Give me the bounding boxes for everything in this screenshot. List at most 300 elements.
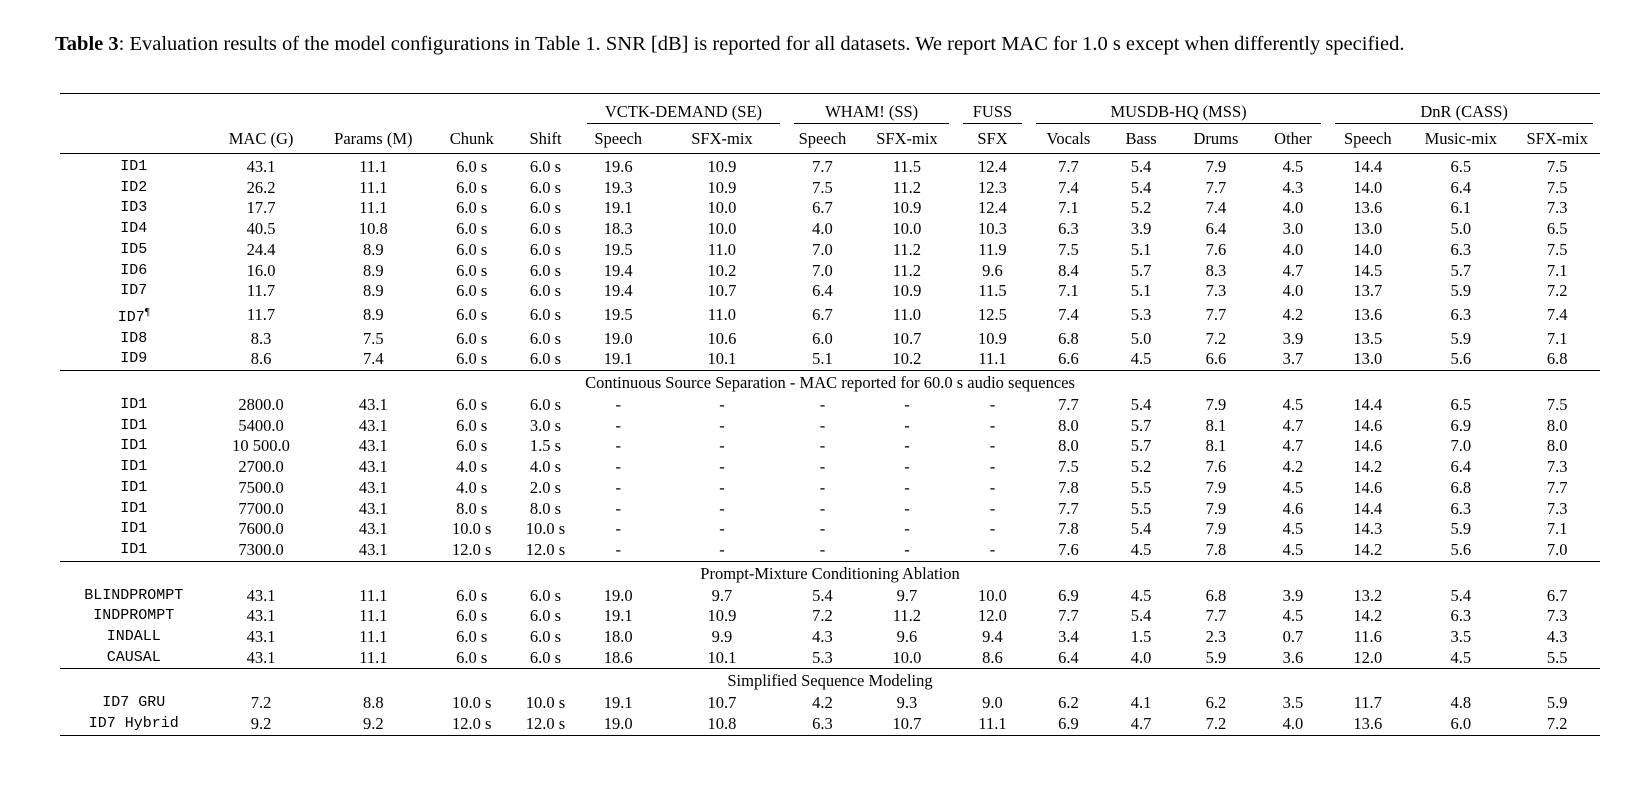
snr-cell: 14.0 bbox=[1353, 239, 1383, 259]
section-title-row bbox=[60, 561, 1600, 586]
snr-cell: 7.8 bbox=[1058, 477, 1079, 497]
snr-cell: - bbox=[819, 457, 826, 477]
mac-cell: 43.1 bbox=[246, 627, 276, 647]
snr-cell: 7.5 bbox=[1546, 239, 1568, 259]
mac-cell: 11.7 bbox=[246, 304, 276, 324]
mac-cell: 43.1 bbox=[246, 647, 276, 667]
snr-cell: 6.8 bbox=[1058, 328, 1079, 348]
snr-cell: 6.7 bbox=[1546, 585, 1568, 605]
mac-cell: 26.2 bbox=[246, 177, 276, 197]
snr-cell: 3.6 bbox=[1282, 647, 1304, 667]
model-id-cell bbox=[60, 586, 208, 607]
snr-cell: - bbox=[819, 539, 826, 559]
snr-cell: 4.5 bbox=[1282, 606, 1304, 626]
snr-cell: 10.9 bbox=[707, 177, 737, 197]
snr-cell: - bbox=[819, 519, 826, 539]
snr-cell: 8.0 bbox=[1546, 415, 1568, 435]
table-row bbox=[60, 499, 1600, 520]
snr-cell: 13.7 bbox=[1353, 281, 1383, 301]
table-row bbox=[60, 302, 1600, 329]
model-id-cell bbox=[60, 178, 208, 199]
params-cell: 8.9 bbox=[363, 281, 384, 301]
snr-cell: - bbox=[615, 436, 621, 456]
shift-cell: 6.0 s bbox=[529, 627, 562, 647]
model-id-cell bbox=[60, 198, 208, 219]
snr-cell: - bbox=[819, 477, 826, 497]
shift-cell: 4.0 s bbox=[529, 457, 562, 477]
chunk-cell: 10.0 s bbox=[451, 693, 492, 713]
snr-cell: 4.2 bbox=[1282, 457, 1304, 477]
mac-cell: 5400.0 bbox=[238, 415, 284, 435]
model-id-cell bbox=[60, 240, 208, 261]
shift-cell: 1.5 s bbox=[529, 436, 562, 456]
col-fuss-sfx: SFX bbox=[977, 128, 1008, 148]
snr-cell: 5.4 bbox=[812, 585, 833, 605]
params-cell: 11.1 bbox=[359, 627, 388, 647]
snr-cell: 7.7 bbox=[1546, 477, 1568, 497]
snr-cell: - bbox=[989, 539, 996, 559]
snr-cell: 3.9 bbox=[1282, 328, 1304, 348]
col-chunk: Chunk bbox=[449, 128, 494, 148]
snr-cell: 5.4 bbox=[1450, 585, 1472, 605]
table-row bbox=[60, 436, 1600, 457]
chunk-cell: 4.0 s bbox=[456, 457, 488, 477]
chunk-cell: 6.0 s bbox=[456, 627, 488, 647]
col-dnr-musicmix: Music-mix bbox=[1424, 128, 1498, 148]
snr-cell: 5.4 bbox=[1130, 395, 1152, 415]
snr-cell: - bbox=[819, 436, 826, 456]
snr-cell: 4.2 bbox=[812, 693, 833, 713]
snr-cell: 5.1 bbox=[1130, 281, 1152, 301]
col-shift: Shift bbox=[529, 128, 562, 148]
snr-cell: 11.7 bbox=[1353, 693, 1382, 713]
snr-cell: 10.9 bbox=[707, 157, 737, 176]
snr-cell: - bbox=[819, 415, 826, 435]
shift-cell: 6.0 s bbox=[529, 260, 562, 280]
model-id: ID9 bbox=[120, 350, 148, 368]
snr-cell: 4.2 bbox=[1282, 304, 1304, 324]
snr-cell: 6.7 bbox=[812, 198, 833, 218]
shift-cell: 2.0 s bbox=[529, 477, 562, 497]
snr-cell: 8.3 bbox=[1205, 260, 1227, 280]
snr-cell: 6.2 bbox=[1058, 693, 1079, 713]
snr-cell: 11.0 bbox=[707, 239, 737, 259]
mac-cell: 9.2 bbox=[208, 714, 315, 735]
table-caption bbox=[55, 31, 1600, 58]
snr-cell: 10.9 bbox=[707, 606, 737, 626]
chunk-cell: 6.0 s bbox=[456, 349, 488, 369]
snr-cell: 4.5 bbox=[1282, 157, 1304, 176]
snr-cell: 5.9 bbox=[1450, 519, 1472, 539]
shift-cell: 6.0 s bbox=[529, 177, 562, 197]
header-group-row bbox=[60, 94, 1600, 125]
table-row bbox=[60, 261, 1600, 282]
model-id: ID1 bbox=[120, 416, 148, 434]
model-id: ID1 bbox=[120, 520, 148, 538]
snr-cell: 4.5 bbox=[1130, 539, 1152, 559]
snr-cell: 10.1 bbox=[707, 349, 737, 369]
group-wham: WHAM! (SS) bbox=[787, 94, 956, 125]
snr-cell: 13.6 bbox=[1353, 198, 1383, 218]
snr-cell: 11.0 bbox=[707, 304, 737, 324]
snr-cell: 7.8 bbox=[1058, 519, 1079, 539]
snr-cell: 4.6 bbox=[1282, 498, 1304, 518]
section-title: Simplified Sequence Modeling bbox=[60, 669, 1600, 694]
snr-cell: 5.9 bbox=[1450, 328, 1472, 348]
mac-cell: 16.0 bbox=[246, 260, 276, 280]
snr-cell: 19.5 bbox=[603, 239, 633, 259]
snr-cell: 4.5 bbox=[1130, 585, 1152, 605]
table-row bbox=[60, 586, 1600, 607]
snr-cell: - bbox=[719, 415, 725, 435]
group-dnr: DnR (CASS) bbox=[1328, 94, 1600, 125]
snr-cell: 12.4 bbox=[978, 157, 1007, 176]
snr-cell: 4.7 bbox=[1282, 415, 1304, 435]
shift-cell: 10.0 s bbox=[525, 693, 566, 713]
model-id-cell bbox=[60, 693, 208, 714]
table-row bbox=[60, 714, 1600, 735]
snr-cell: 7.5 bbox=[1546, 157, 1568, 176]
shift-cell: 6.0 s bbox=[529, 647, 562, 667]
shift-cell: 10.0 s bbox=[525, 519, 566, 539]
snr-cell: 18.0 bbox=[603, 627, 633, 647]
params-cell: 11.1 bbox=[359, 177, 388, 197]
snr-cell: 6.0 bbox=[812, 328, 833, 348]
snr-cell: 1.5 bbox=[1130, 627, 1152, 647]
snr-cell: - bbox=[904, 395, 910, 415]
snr-cell: 14.4 bbox=[1353, 157, 1383, 176]
table-row bbox=[60, 154, 1600, 178]
snr-cell: 4.0 bbox=[1258, 714, 1329, 735]
snr-cell: 14.6 bbox=[1353, 415, 1383, 435]
model-id: ID3 bbox=[120, 199, 148, 217]
shift-cell: 12.0 s bbox=[525, 539, 566, 559]
snr-cell: 14.2 bbox=[1353, 606, 1383, 626]
snr-cell: 4.0 bbox=[1282, 198, 1304, 218]
snr-cell: 6.1 bbox=[1450, 198, 1472, 218]
snr-cell: 10.9 bbox=[978, 328, 1007, 348]
snr-cell: 8.0 bbox=[1546, 436, 1568, 456]
table-body bbox=[60, 154, 1600, 736]
snr-cell: 19.1 bbox=[603, 606, 633, 626]
table-row bbox=[60, 349, 1600, 370]
snr-cell: 14.2 bbox=[1353, 539, 1383, 559]
col-wham-sfxmix: SFX-mix bbox=[876, 128, 938, 148]
chunk-cell: 10.0 s bbox=[451, 519, 492, 539]
table-row bbox=[60, 693, 1600, 714]
shift-cell: 6.0 s bbox=[529, 157, 562, 176]
shift-cell: 3.0 s bbox=[529, 415, 562, 435]
snr-cell: 10.0 bbox=[707, 198, 737, 218]
caption-text: : Evaluation results of the model configurations in Table 1. SNR [dB] is reported for all datasets. We report MAC for 1.0 s except when differently specified. bbox=[118, 33, 1405, 55]
model-id: ID5 bbox=[120, 240, 148, 258]
snr-cell: 6.4 bbox=[812, 281, 833, 301]
params-cell: 8.9 bbox=[363, 260, 384, 280]
snr-cell: 4.3 bbox=[812, 627, 833, 647]
model-id: ID7 bbox=[117, 308, 145, 326]
snr-cell: 7.1 bbox=[1546, 519, 1568, 539]
snr-cell: 9.0 bbox=[982, 693, 1003, 713]
model-id: ID1 bbox=[120, 396, 148, 414]
snr-cell: 7.0 bbox=[812, 239, 833, 259]
snr-cell: 6.8 bbox=[1450, 477, 1472, 497]
snr-cell: 19.6 bbox=[603, 157, 633, 176]
snr-cell: 7.3 bbox=[1546, 198, 1568, 218]
snr-cell: 19.1 bbox=[603, 349, 633, 369]
params-cell: 8.9 bbox=[363, 304, 384, 324]
snr-cell: - bbox=[819, 498, 826, 518]
snr-cell: 4.5 bbox=[1282, 395, 1304, 415]
snr-cell: 5.5 bbox=[1130, 498, 1152, 518]
snr-cell: 3.5 bbox=[1282, 693, 1304, 713]
snr-cell: 19.0 bbox=[603, 328, 633, 348]
mac-cell: 40.5 bbox=[246, 219, 276, 239]
snr-cell: 11.5 bbox=[892, 157, 922, 176]
snr-cell: 7.8 bbox=[1205, 539, 1227, 559]
snr-cell: - bbox=[989, 436, 996, 456]
table-row bbox=[60, 281, 1600, 302]
snr-cell: 4.5 bbox=[1282, 539, 1304, 559]
chunk-cell: 6.0 s bbox=[456, 328, 488, 348]
snr-cell: 7.4 bbox=[1058, 304, 1079, 324]
col-musdb-bass: Bass bbox=[1125, 128, 1157, 148]
table-row bbox=[60, 478, 1600, 499]
snr-cell: 12.0 bbox=[1353, 647, 1383, 667]
col-dnr-speech: Speech bbox=[1343, 128, 1392, 148]
snr-cell: 4.3 bbox=[1546, 627, 1568, 647]
snr-cell: 5.1 bbox=[1130, 239, 1152, 259]
snr-cell: 6.3 bbox=[1450, 606, 1472, 626]
chunk-cell: 6.0 s bbox=[456, 395, 488, 415]
model-id-cell bbox=[60, 329, 208, 350]
model-id-cell bbox=[60, 395, 208, 416]
snr-cell: 5.5 bbox=[1546, 647, 1568, 667]
params-cell: 8.9 bbox=[363, 239, 384, 259]
model-id: ID7 GRU bbox=[102, 694, 166, 712]
shift-cell: 8.0 s bbox=[529, 498, 562, 518]
snr-cell: 7.5 bbox=[1546, 177, 1568, 197]
header-column-row bbox=[60, 124, 1600, 154]
params-cell: 43.1 bbox=[358, 395, 388, 415]
chunk-cell: 6.0 s bbox=[456, 436, 488, 456]
snr-cell: 7.7 bbox=[1205, 304, 1227, 324]
shift-cell: 6.0 s bbox=[529, 281, 562, 301]
snr-cell: 13.6 bbox=[1353, 304, 1383, 324]
model-id: INDPROMPT bbox=[93, 607, 175, 625]
snr-cell: 7.2 bbox=[1546, 281, 1568, 301]
snr-cell: - bbox=[904, 415, 910, 435]
shift-cell: 6.0 s bbox=[529, 349, 562, 369]
snr-cell: 6.2 bbox=[1205, 693, 1227, 713]
model-id: ID2 bbox=[120, 178, 148, 196]
shift-cell: 6.0 s bbox=[529, 304, 562, 324]
snr-cell: 7.6 bbox=[1058, 539, 1079, 559]
chunk-cell: 6.0 s bbox=[456, 415, 488, 435]
mac-cell: 10 500.0 bbox=[232, 436, 290, 456]
mac-cell: 7700.0 bbox=[238, 498, 284, 518]
snr-cell: 6.9 bbox=[1058, 585, 1079, 605]
params-cell: 9.2 bbox=[315, 714, 433, 735]
snr-cell: 4.7 bbox=[1282, 260, 1304, 280]
snr-cell: 6.3 bbox=[1450, 304, 1472, 324]
snr-cell: 8.4 bbox=[1058, 260, 1079, 280]
snr-cell: 4.3 bbox=[1282, 177, 1304, 197]
snr-cell: 9.6 bbox=[982, 260, 1003, 280]
shift-cell: 6.0 s bbox=[529, 328, 562, 348]
col-musdb-drums: Drums bbox=[1193, 128, 1239, 148]
chunk-cell: 6.0 s bbox=[456, 198, 488, 218]
snr-cell: 5.7 bbox=[1130, 436, 1152, 456]
snr-cell: 7.5 bbox=[1058, 239, 1079, 259]
snr-cell: 14.2 bbox=[1353, 457, 1383, 477]
snr-cell: 4.7 bbox=[1282, 436, 1304, 456]
mac-cell: 2700.0 bbox=[238, 457, 284, 477]
snr-cell: 4.7 bbox=[1108, 714, 1174, 735]
snr-cell: 10.9 bbox=[892, 198, 922, 218]
table-row bbox=[60, 627, 1600, 648]
snr-cell: 6.5 bbox=[1450, 395, 1472, 415]
snr-cell: 11.2 bbox=[892, 177, 922, 197]
group-vctk: VCTK-DEMAND (SE) bbox=[580, 94, 787, 125]
snr-cell: - bbox=[904, 519, 910, 539]
snr-cell: 11.2 bbox=[892, 239, 922, 259]
snr-cell: 12.4 bbox=[978, 198, 1007, 218]
snr-cell: 7.7 bbox=[1058, 498, 1079, 518]
caption-label: Table 3 bbox=[55, 33, 119, 55]
chunk-cell: 6.0 s bbox=[456, 585, 488, 605]
snr-cell: 3.7 bbox=[1282, 349, 1304, 369]
snr-cell: 7.6 bbox=[1205, 239, 1227, 259]
snr-cell: 5.4 bbox=[1130, 177, 1152, 197]
shift-cell: 12.0 s bbox=[511, 714, 579, 735]
snr-cell: 4.5 bbox=[1282, 519, 1304, 539]
snr-cell: 7.9 bbox=[1205, 395, 1227, 415]
model-id: ID1 bbox=[120, 499, 148, 517]
snr-cell: 19.4 bbox=[603, 281, 633, 301]
snr-cell: 19.1 bbox=[603, 693, 633, 713]
snr-cell: 4.5 bbox=[1450, 647, 1472, 667]
model-id: ID7 Hybrid bbox=[88, 715, 179, 733]
col-musdb-vocals: Vocals bbox=[1046, 128, 1091, 148]
chunk-cell: 6.0 s bbox=[456, 606, 488, 626]
model-id-cell bbox=[60, 627, 208, 648]
snr-cell: 4.0 bbox=[1282, 281, 1304, 301]
model-id: CAUSAL bbox=[106, 648, 161, 666]
snr-cell: 7.9 bbox=[1205, 157, 1227, 176]
table-row bbox=[60, 519, 1600, 540]
model-id-cell bbox=[60, 478, 208, 499]
col-params: Params (M) bbox=[334, 128, 413, 148]
snr-cell: 5.2 bbox=[1130, 198, 1152, 218]
snr-cell: 14.4 bbox=[1353, 395, 1383, 415]
snr-cell: 11.2 bbox=[892, 260, 922, 280]
snr-cell: 9.7 bbox=[711, 585, 733, 605]
snr-cell: 10.8 bbox=[657, 714, 787, 735]
params-cell: 8.8 bbox=[363, 693, 384, 713]
snr-cell: 7.7 bbox=[1058, 395, 1079, 415]
snr-cell: - bbox=[904, 436, 910, 456]
snr-cell: 6.8 bbox=[1205, 585, 1227, 605]
model-id-mark: ¶ bbox=[144, 305, 150, 318]
snr-cell: 7.9 bbox=[1205, 519, 1227, 539]
snr-cell: 12.0 bbox=[978, 606, 1007, 626]
snr-cell: 5.3 bbox=[1130, 304, 1152, 324]
snr-cell: 2.3 bbox=[1205, 627, 1227, 647]
snr-cell: 19.0 bbox=[603, 585, 633, 605]
snr-cell: 11.1 bbox=[978, 349, 1007, 369]
snr-cell: 7.7 bbox=[1058, 606, 1079, 626]
params-cell: 11.1 bbox=[359, 606, 388, 626]
shift-cell: 6.0 s bbox=[529, 585, 562, 605]
snr-cell: 5.0 bbox=[1450, 219, 1472, 239]
snr-cell: 14.5 bbox=[1353, 260, 1383, 280]
snr-cell: 11.6 bbox=[1353, 627, 1382, 647]
table-row bbox=[60, 240, 1600, 261]
params-cell: 11.1 bbox=[359, 198, 388, 218]
mac-cell: 43.1 bbox=[246, 157, 276, 176]
snr-cell: 5.6 bbox=[1450, 539, 1472, 559]
table-row bbox=[60, 219, 1600, 240]
chunk-cell: 6.0 s bbox=[456, 219, 488, 239]
snr-cell: 11.5 bbox=[978, 281, 1007, 301]
snr-cell: 4.5 bbox=[1282, 477, 1304, 497]
snr-cell: 11.9 bbox=[978, 239, 1007, 259]
snr-cell: 5.6 bbox=[1450, 349, 1472, 369]
table-row bbox=[60, 606, 1600, 627]
mac-cell: 7300.0 bbox=[238, 539, 284, 559]
snr-cell: 7.7 bbox=[812, 157, 833, 176]
model-id: ID4 bbox=[120, 220, 148, 238]
snr-cell: 7.7 bbox=[1058, 157, 1079, 176]
snr-cell: 19.5 bbox=[603, 304, 633, 324]
snr-cell: 6.4 bbox=[1450, 457, 1472, 477]
params-cell: 43.1 bbox=[358, 436, 388, 456]
mac-cell: 7600.0 bbox=[238, 519, 284, 539]
snr-cell: 13.2 bbox=[1353, 585, 1383, 605]
chunk-cell: 6.0 s bbox=[456, 281, 488, 301]
snr-cell: 14.0 bbox=[1353, 177, 1383, 197]
snr-cell: 11.1 bbox=[956, 714, 1029, 735]
snr-cell: - bbox=[989, 415, 996, 435]
snr-cell: 4.1 bbox=[1130, 693, 1152, 713]
col-vctk-speech: Speech bbox=[594, 128, 643, 148]
snr-cell: 6.3 bbox=[787, 714, 858, 735]
snr-cell: - bbox=[615, 415, 621, 435]
snr-cell: 7.5 bbox=[1058, 457, 1079, 477]
snr-cell: 7.3 bbox=[1546, 498, 1568, 518]
snr-cell: 10.7 bbox=[707, 281, 737, 301]
snr-cell: 13.0 bbox=[1353, 349, 1383, 369]
snr-cell: 6.4 bbox=[1205, 219, 1227, 239]
model-id-cell bbox=[60, 261, 208, 282]
snr-cell: 7.4 bbox=[1546, 304, 1568, 324]
snr-cell: 19.3 bbox=[603, 177, 633, 197]
mac-cell: 7500.0 bbox=[238, 477, 284, 497]
model-id-cell bbox=[60, 499, 208, 520]
col-mac: MAC (G) bbox=[228, 128, 294, 148]
snr-cell: 7.1 bbox=[1546, 260, 1568, 280]
model-id: ID1 bbox=[120, 458, 148, 476]
snr-cell: 5.3 bbox=[812, 647, 833, 667]
snr-cell: 10.2 bbox=[707, 260, 737, 280]
model-id-cell bbox=[60, 281, 208, 302]
model-id: INDALL bbox=[106, 628, 161, 646]
mac-cell: 24.4 bbox=[246, 239, 276, 259]
snr-cell: 19.0 bbox=[580, 714, 657, 735]
snr-cell: - bbox=[615, 395, 621, 415]
snr-cell: 12.3 bbox=[978, 177, 1007, 197]
snr-cell: 5.9 bbox=[1450, 281, 1472, 301]
